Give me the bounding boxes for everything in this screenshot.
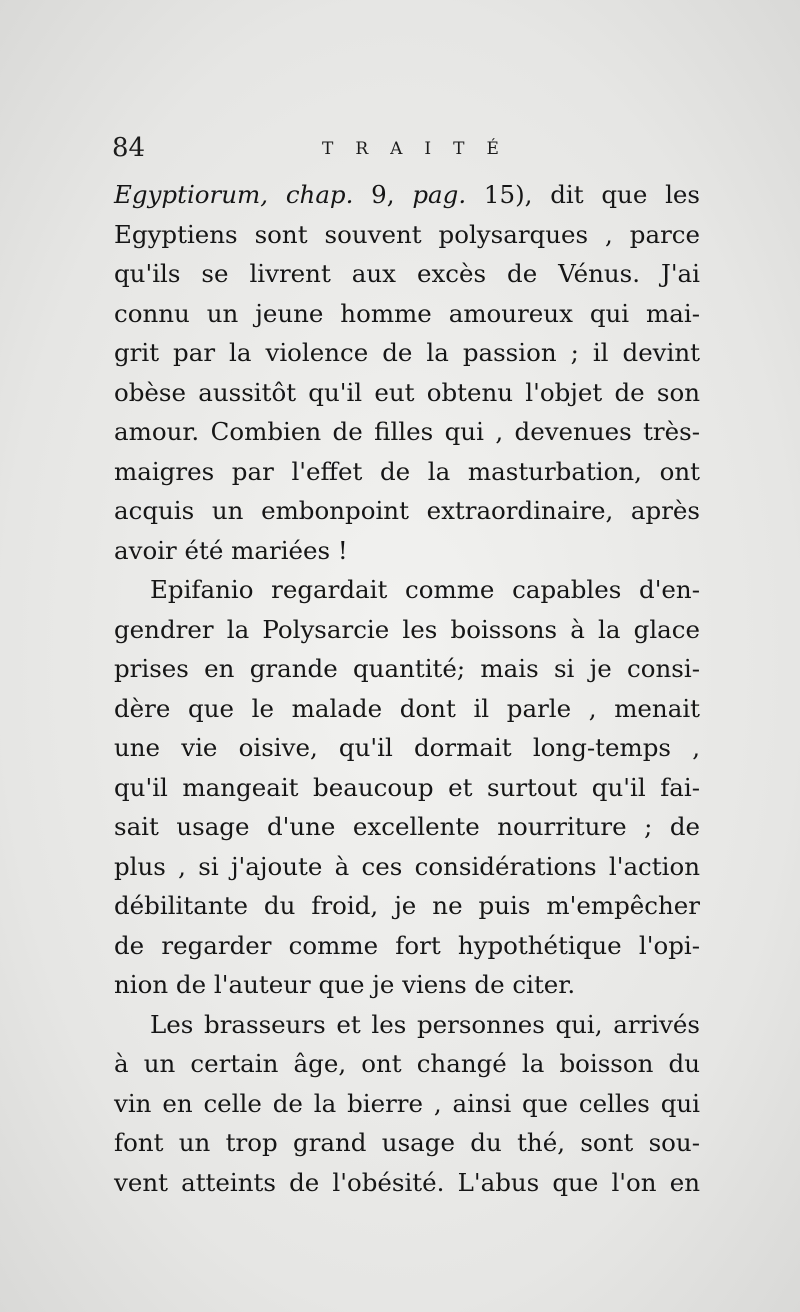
- text-line: [114, 294, 700, 334]
- text-segment: vent atteints de l'obésité. L'abus que l'on en: [114, 1167, 700, 1197]
- text-line: [114, 333, 700, 373]
- text-line: [114, 649, 700, 689]
- text-segment: acquis un embonpoint extraordinaire, après: [114, 496, 700, 525]
- text-line: [114, 768, 700, 808]
- text-segment: sait usage d'une excellente nourriture ; de: [114, 812, 700, 841]
- text-line: [114, 926, 700, 966]
- text-segment: à un certain âge, ont changé la boisson du: [114, 1049, 700, 1078]
- text-line: [114, 807, 700, 847]
- text-line: [114, 886, 700, 926]
- text-segment: grit par la violence de la passion ; il devint: [114, 338, 700, 367]
- text-segment: Epifanio regardait comme capables d'en-: [150, 575, 700, 604]
- page-header: [112, 133, 702, 167]
- text-segment: Egyptiens sont souvent polysarques , parce: [114, 219, 700, 249]
- text-segment: qu'ils se livrent aux excès de Vénus. J'ai: [114, 259, 700, 288]
- text-line: [114, 531, 700, 571]
- text-segment: connu un jeune homme amoureux qui mai-: [114, 298, 700, 328]
- text-segment: qu'il mangeait beaucoup et surtout qu'il fai-: [114, 772, 700, 802]
- text-segment: une vie oisive, qu'il dormait long-temps ,: [114, 733, 700, 762]
- text-segment: 9,: [353, 180, 413, 209]
- text-segment: pag.: [412, 180, 467, 209]
- text-line: [114, 965, 700, 1005]
- text-line: [114, 728, 700, 768]
- running-head: TRAITÉ: [322, 139, 521, 159]
- text-segment: avoir été mariées !: [114, 535, 348, 565]
- text-segment: débilitante du froid, je ne puis m'empêcher: [114, 891, 700, 920]
- text-line: [114, 570, 700, 610]
- text-line: [114, 1123, 700, 1163]
- page-number: 84: [112, 133, 146, 163]
- text-line: [114, 689, 700, 729]
- text-line: [114, 1163, 700, 1203]
- text-line: [114, 491, 700, 531]
- body-text: [114, 175, 700, 1202]
- text-segment: dère que le malade dont il parle , menait: [114, 693, 700, 723]
- text-segment: vin en celle de la bierre , ainsi que celles qui: [114, 1088, 700, 1118]
- text-segment: gendrer la Polysarcie les boissons à la glace: [114, 614, 700, 644]
- text-segment: amour. Combien de filles qui , devenues très-: [114, 417, 700, 446]
- text-line: [114, 452, 700, 492]
- text-line: [114, 412, 700, 452]
- text-line: [114, 1084, 700, 1124]
- text-line: [114, 847, 700, 887]
- text-segment: de regarder comme fort hypothétique l'opi-: [114, 930, 700, 960]
- text-segment: maigres par l'effet de la masturbation, ont: [114, 456, 700, 486]
- text-segment: plus , si j'ajoute à ces considérations l'action: [114, 851, 700, 881]
- text-segment: nion de l'auteur que je viens de citer.: [114, 970, 576, 999]
- text-line: [114, 373, 700, 413]
- text-line: [114, 1005, 700, 1045]
- text-line: [114, 215, 700, 255]
- text-segment: font un trop grand usage du thé, sont sou-: [114, 1128, 700, 1157]
- text-segment: prises en grande quantité; mais si je consi-: [114, 654, 700, 683]
- text-segment: Egyptiorum, chap.: [114, 180, 354, 209]
- text-segment: Les brasseurs et les personnes qui, arrivés: [150, 1009, 700, 1039]
- text-segment: obèse aussitôt qu'il eut obtenu l'objet de son: [114, 377, 700, 407]
- text-line: [114, 610, 700, 650]
- text-segment: 15), dit que les: [466, 180, 701, 209]
- text-line: [114, 254, 700, 294]
- text-line: [114, 175, 700, 215]
- text-line: [114, 1044, 700, 1084]
